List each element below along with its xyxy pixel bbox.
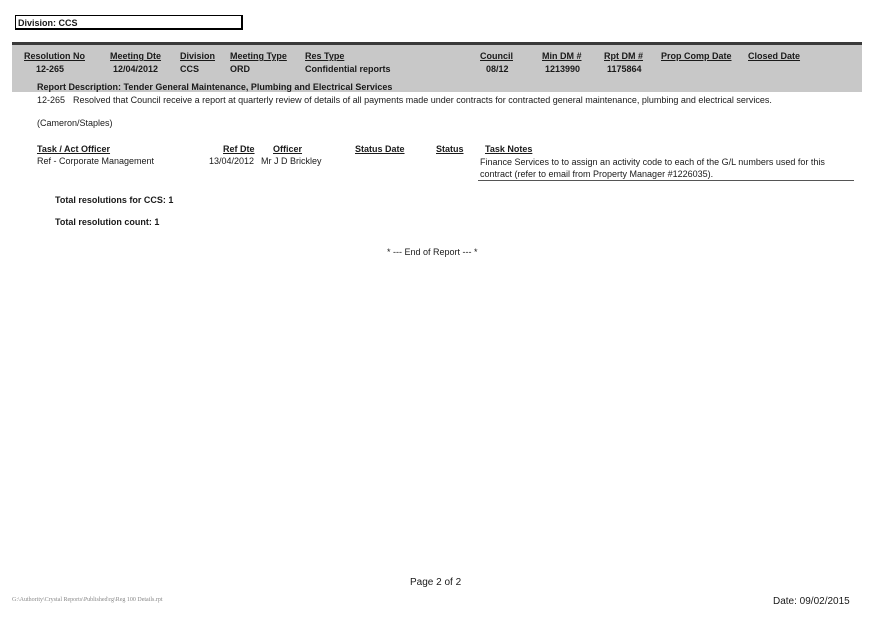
end-of-report: * --- End of Report --- * bbox=[387, 247, 478, 257]
value-division: CCS bbox=[180, 64, 200, 74]
report-description: Report Description: Tender General Maintenance, Plumbing and Electrical Services bbox=[37, 82, 393, 92]
task-row-rule bbox=[478, 180, 854, 181]
col-header-resolution-no: Resolution No bbox=[24, 51, 85, 61]
col-header-min-dm: Min DM # bbox=[542, 51, 582, 61]
value-meeting-dte: 12/04/2012 bbox=[113, 64, 159, 74]
division-box bbox=[15, 15, 243, 30]
report-file-path: G:\Authority\Crystal Reports\Published\rg\Reg 100 Details.rpt bbox=[12, 597, 163, 603]
col-header-meeting-dte: Meeting Dte bbox=[110, 51, 162, 61]
task-header-status-date: Status Date bbox=[355, 144, 405, 154]
value-rpt-dm: 1175864 bbox=[607, 64, 642, 74]
col-header-division: Division bbox=[180, 51, 216, 61]
col-header-meeting-type: Meeting Type bbox=[230, 51, 287, 61]
task-row-ref-dte: 13/04/2012 bbox=[209, 156, 255, 166]
col-header-council: Council bbox=[480, 51, 513, 61]
value-res-type: Confidential reports bbox=[305, 64, 391, 74]
col-header-prop-comp-date: Prop Comp Date bbox=[661, 51, 732, 61]
resolution-text-block bbox=[37, 94, 797, 106]
col-header-rpt-dm: Rpt DM # bbox=[604, 51, 643, 61]
col-header-res-type: Res Type bbox=[305, 51, 345, 61]
value-min-dm: 1213990 bbox=[545, 64, 581, 74]
task-row-task-officer: Ref - Corporate Management bbox=[37, 156, 155, 166]
resolution-text: Resolved that Council receive a report at quarterly review of details of all payments made under contracts for contracted general maintenance, plumbing and electrical services. bbox=[73, 95, 772, 105]
resolution-movers: (Cameron/Staples) bbox=[37, 118, 113, 128]
value-resolution-no: 12-265 bbox=[36, 64, 65, 74]
task-header-officer: Officer bbox=[273, 144, 303, 154]
col-header-closed-date: Closed Date bbox=[748, 51, 801, 61]
division-label: Division: CCS bbox=[18, 18, 78, 28]
grand-total: Total resolution count: 1 bbox=[55, 217, 160, 227]
task-header-task-officer: Task / Act Officer bbox=[37, 144, 111, 154]
task-header-task-notes: Task Notes bbox=[485, 144, 533, 154]
task-row-officer: Mr J D Brickley bbox=[261, 156, 322, 166]
value-meeting-type: ORD bbox=[230, 64, 250, 74]
resolution-number: 12-265 bbox=[37, 95, 66, 105]
print-date: Date: 09/02/2015 bbox=[773, 596, 850, 607]
task-header-status: Status bbox=[436, 144, 464, 154]
division-total: Total resolutions for CCS: 1 bbox=[55, 195, 174, 205]
task-row-task-notes: Finance Services to to assign an activity code to each of the G/L numbers used for this contract (refer to email from Property Manager #1226035). bbox=[480, 157, 825, 179]
page-number: Page 2 of 2 bbox=[410, 577, 462, 588]
value-council: 08/12 bbox=[486, 64, 509, 74]
task-header-ref-dte: Ref Dte bbox=[223, 144, 255, 154]
